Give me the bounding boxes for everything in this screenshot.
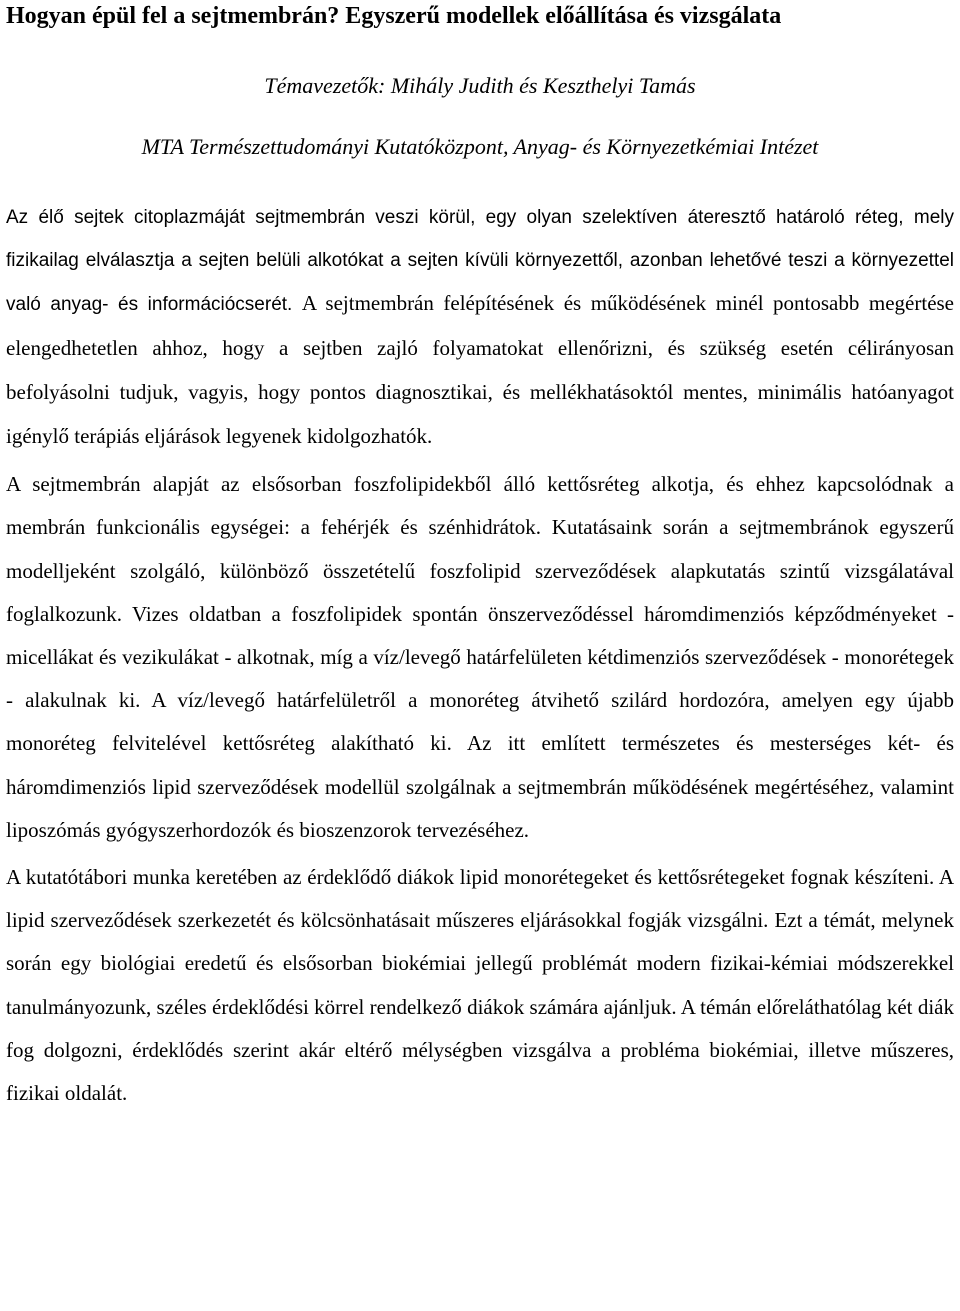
paragraph-2-sentence-3: Vizes oldatban a foszfolipidek spontán önszerveződéssel háromdimenziós képződményeket - micellákat és vezikulákat - alkotnak, míg a víz/levegő határfelületen kétdimenziós szerveződések - monorétegek - alakulnak ki. <box>6 601 954 713</box>
paragraph-2-sentence-2: Kutatásaink során a sejtmembránok egyszerű modelljeként szolgáló, különböző összetételű foszfolipid szerveződések alapkutatás szintű vizsgálatával foglalkozunk. <box>6 515 954 626</box>
paragraph-1-intro: Az élő sejtek citoplazmáját sejtmembrán veszi körül, egy olyan szelektíven áteresztő határoló réteg, mely fizikailag elválasztja a sejten belüli alkotókat a sejten kívüli környezettől, azonban lehetővé teszi a környezettel való anyag- és információcserét. <box>6 207 954 316</box>
supervisors-line: Témavezetők: Mihály Judith és Keszthelyi Tamás <box>264 73 696 98</box>
paragraph-3-sentence-3: Ezt a témát, melynek során egy biológiai eredetű és elsősorban biokémiai jellegű problémát modern fizikai-kémiai módszerekkel tanulmányozunk, széles érdeklődési körrel rendelkező diákok számára ajánljuk. <box>6 908 954 1019</box>
paragraph-3-sentence-2: A lipid szerveződések szerkezetét és kölcsönhatásait műszeres eljárásokkal fogják vizsgálni. <box>6 865 954 933</box>
paragraph-1 <box>6 196 954 459</box>
paragraph-2-sentence-1: A sejtmembrán alapját az elsősorban foszfolipidekből álló kettősréteg alkotja, és ehhez kapcsolódnak a membrán funkcionális egységei: a fehérjék és szénhidrátok. <box>6 472 954 540</box>
paragraph-2 <box>6 463 954 852</box>
paragraph-3 <box>6 856 954 1115</box>
document-title: Hogyan épül fel a sejtmembrán? Egyszerű modellek előállítása és vizsgálata <box>6 3 782 29</box>
institute-line: MTA Természettudományi Kutatóközpont, Anyag- és Környezetkémiai Intézet <box>141 134 819 159</box>
paragraph-1-continuation: A sejtmembrán felépítésének és működésének minél pontosabb megértése elengedhetetlen ahhoz, hogy a sejtben zajló folyamatokat ellenőrizni, és szükség esetén célirányosan befolyásolni tudjuk, vagyis, hogy pontos diagnosztikai, és mellékhatásoktól mentes, minimális hatóanyagot igénylő terápiás eljárások legyenek kidolgozhatók. <box>6 291 955 449</box>
document-page <box>6 0 954 1115</box>
paragraph-2-sentence-4: A víz/levegő határfelületről a monoréteg átvihető szilárd hordozóra, amelyen egy újabb monoréteg felvitelével kettősréteg alakítható ki. <box>6 688 955 756</box>
paragraph-3-sentence-1: A kutatótábori munka keretében az érdeklődő diákok lipid monorétegeket és kettősrétegeket fognak készíteni. <box>6 865 935 890</box>
paragraph-2-sentence-5: Az itt említett természetes és mesterséges két- és háromdimenziós lipid szerveződések modellül szolgálnak a sejtmembrán működésének megértéséhez, valamint liposzómás gyógyszerhordozók és bioszenzorok tervezéséhez. <box>6 731 954 842</box>
paragraph-3-sentence-4: A témán előreláthatólag két diák fog dolgozni, érdeklődés szerint akár eltérő mélységben vizsgálva a probléma biokémiai, illetve műszeres, fizikai oldalát. <box>6 994 954 1106</box>
